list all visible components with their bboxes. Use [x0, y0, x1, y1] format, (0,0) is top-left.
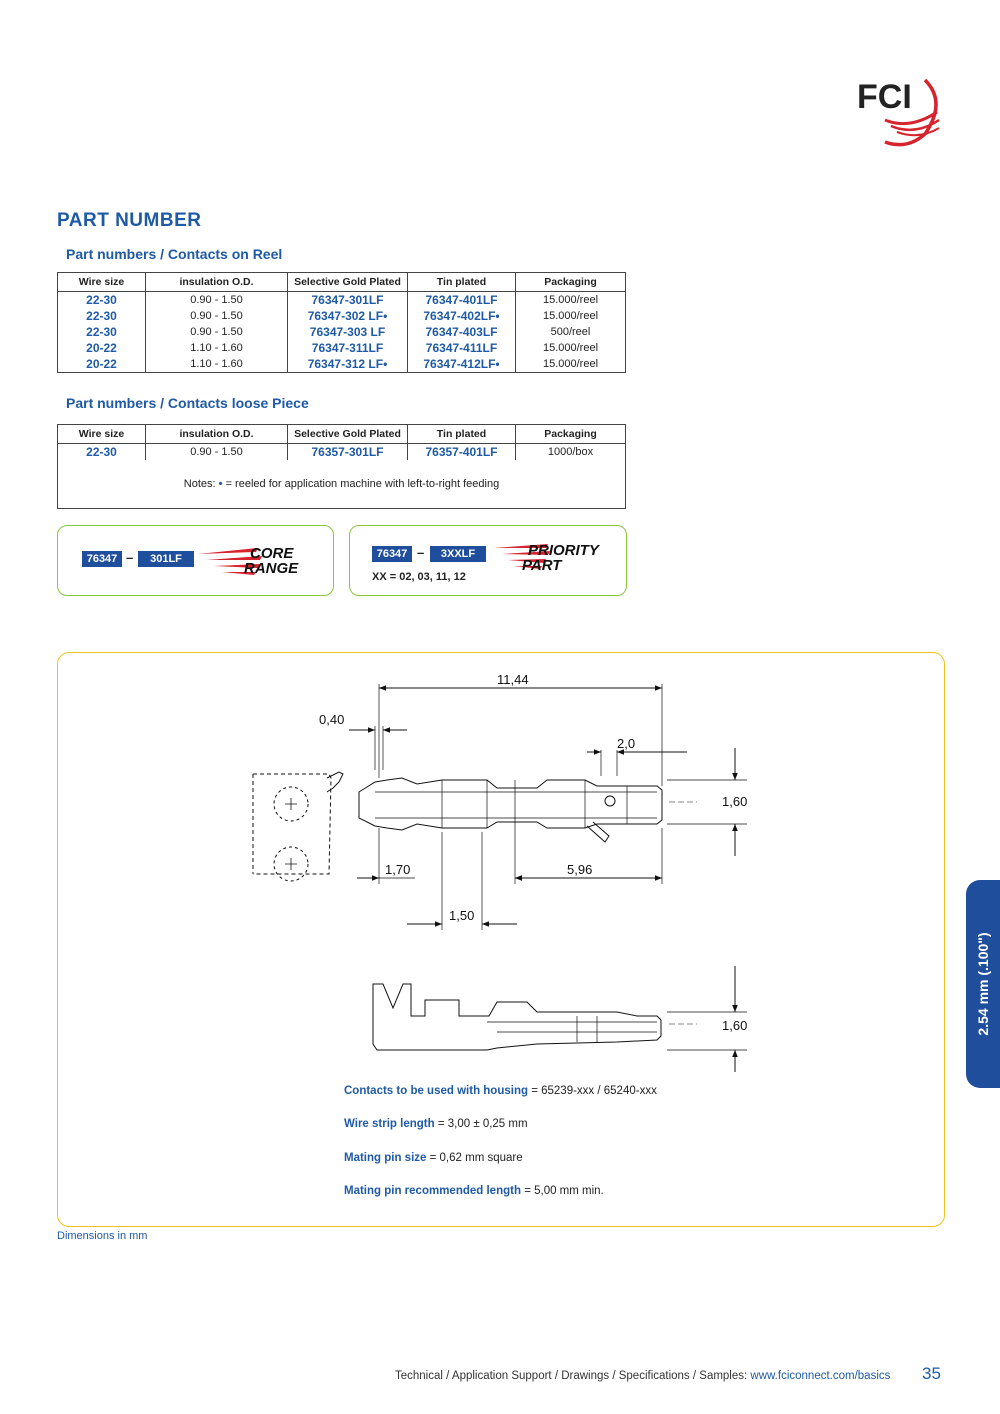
table-cell: 15.000/reel — [516, 308, 626, 324]
dimensions-note: Dimensions in mm — [57, 1230, 148, 1242]
footer-text: Technical / Application Support / Drawings / Specifications / Samples: — [395, 1370, 751, 1382]
table-cell: 0.90 - 1.50 — [146, 308, 288, 324]
dim-crimp: 1,70 — [385, 862, 411, 877]
table-cell: 15.000/reel — [516, 356, 626, 373]
spec-pin-size: Mating pin size = 0,62 mm square — [344, 1152, 523, 1164]
table-cell: 22-30 — [58, 308, 146, 324]
footer-url-link[interactable]: www.fciconnect.com/basics — [750, 1370, 891, 1382]
svg-text:FCI: FCI — [857, 78, 912, 116]
table-cell: 22-30 — [58, 324, 146, 340]
notes-bullet-icon: • — [218, 478, 223, 490]
table-cell: 76347-312 LF• — [288, 356, 408, 373]
table-cell: 76357-401LF — [408, 444, 516, 461]
column-header: Packaging — [516, 273, 626, 292]
notes-text: = reeled for application machine with left-to-right feeding — [225, 478, 500, 490]
table-cell: 76347-311LF — [288, 340, 408, 356]
table-cell: 76347-403LF — [408, 324, 516, 340]
column-header: insulation O.D. — [146, 425, 288, 444]
fci-logo — [855, 72, 945, 147]
dim-height-top: 1,60 — [722, 794, 748, 809]
table-cell: 76347-301LF — [288, 292, 408, 309]
priority-part-prefix: 76347 — [372, 546, 412, 562]
column-header: Wire size — [58, 425, 146, 444]
table-row — [58, 444, 626, 461]
core-line2: RANGE — [244, 560, 299, 577]
page-number: 35 — [922, 1364, 941, 1383]
table-row — [58, 340, 626, 356]
column-header: Selective Gold Plated — [288, 273, 408, 292]
core-dash: – — [126, 550, 134, 565]
table-row — [58, 308, 626, 324]
priority-line2: PART — [522, 557, 562, 574]
footer — [395, 1370, 890, 1382]
dim-strip: 1,50 — [449, 908, 475, 923]
loose-table — [57, 424, 626, 509]
table-cell: 76347-402LF• — [408, 308, 516, 324]
table-cell: 76347-303 LF — [288, 324, 408, 340]
core-part-suffix: 301LF — [138, 551, 194, 567]
core-line1: CORE — [250, 545, 294, 562]
notes-prefix: Notes: — [183, 478, 216, 490]
dim-tab: 0,40 — [319, 712, 345, 727]
table-cell: 1.10 - 1.60 — [146, 356, 288, 373]
loose-heading: Part numbers / Contacts loose Piece — [66, 395, 309, 411]
table-cell: 0.90 - 1.50 — [146, 444, 288, 461]
table-cell: 22-30 — [58, 444, 146, 461]
dim-overall: 11,44 — [497, 672, 529, 687]
table-row — [58, 324, 626, 340]
column-header: Selective Gold Plated — [288, 425, 408, 444]
dim-body: 5,96 — [567, 862, 593, 877]
dim-height-side: 1,60 — [722, 1018, 748, 1033]
table-cell: 15.000/reel — [516, 340, 626, 356]
reel-table — [57, 272, 626, 373]
contact-drawing — [57, 652, 943, 1072]
table-cell: 15.000/reel — [516, 292, 626, 309]
table-cell: 76347-412LF• — [408, 356, 516, 373]
priority-dash: – — [417, 545, 425, 560]
reel-heading: Part numbers / Contacts on Reel — [66, 246, 283, 262]
column-header: Tin plated — [408, 425, 516, 444]
spec-pin-length: Mating pin recommended length = 5,00 mm min. — [344, 1185, 604, 1197]
priority-xx-values: XX = 02, 03, 11, 12 — [372, 571, 466, 583]
table-cell: 0.90 - 1.50 — [146, 324, 288, 340]
table-cell: 20-22 — [58, 340, 146, 356]
column-header: Packaging — [516, 425, 626, 444]
table-cell: 22-30 — [58, 292, 146, 309]
pitch-side-tab-label: 2.54 mm (.100") — [975, 932, 991, 1036]
priority-part-badge — [349, 525, 627, 596]
column-header: insulation O.D. — [146, 273, 288, 292]
table-cell: 0.90 - 1.50 — [146, 292, 288, 309]
table-cell: 76347-411LF — [408, 340, 516, 356]
table-cell: 1000/box — [516, 444, 626, 461]
core-part-prefix: 76347 — [82, 551, 122, 567]
spec-strip-length: Wire strip length = 3,00 ± 0,25 mm — [344, 1118, 528, 1130]
core-range-badge — [57, 525, 334, 596]
table-cell: 76347-302 LF• — [288, 308, 408, 324]
table-cell: 20-22 — [58, 356, 146, 373]
table-cell: 1.10 - 1.60 — [146, 340, 288, 356]
pitch-side-tab — [966, 880, 1000, 1088]
priority-line1: PRIORITY — [528, 542, 599, 559]
column-header: Wire size — [58, 273, 146, 292]
table-cell: 76357-301LF — [288, 444, 408, 461]
dim-tip: 2,0 — [617, 736, 636, 751]
spec-housing: Contacts to be used with housing = 65239-xxx / 65240-xxx — [344, 1085, 657, 1097]
table-notes — [58, 460, 626, 509]
table-cell: 500/reel — [516, 324, 626, 340]
table-row — [58, 292, 626, 309]
priority-part-suffix: 3XXLF — [430, 546, 486, 562]
table-cell: 76347-401LF — [408, 292, 516, 309]
section-title: PART NUMBER — [57, 210, 202, 231]
column-header: Tin plated — [408, 273, 516, 292]
table-row — [58, 356, 626, 373]
